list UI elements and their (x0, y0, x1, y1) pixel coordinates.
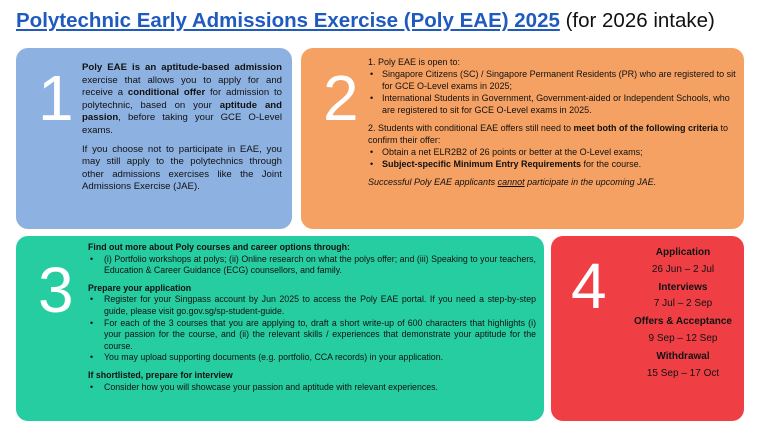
step-1-panel (16, 48, 292, 229)
schedule-label: Offers & Acceptance (634, 316, 732, 328)
eligibility-intro: 1. Poly EAE is open to: (368, 57, 461, 67)
schedule-date: 15 Sep – 17 Oct (646, 367, 720, 379)
schedule-label: Withdrawal (656, 350, 710, 362)
list-item: • Obtain a net ELR2B2 of 26 points or better at the O-Level exams; (368, 146, 736, 158)
list-item: • You may upload supporting documents (e.g. portfolio, CCA records) in your application. (88, 352, 536, 364)
schedule-label: Interviews (658, 281, 708, 293)
section-heading: Prepare your application (88, 282, 192, 293)
section-list (88, 382, 536, 394)
step-1-text (82, 62, 282, 200)
step-3-text (88, 242, 536, 393)
criteria-intro: 2. Students with conditional EAE offers still need to meet both of the following criteria to confirm their offer: (368, 123, 728, 145)
step-2-text (368, 56, 736, 188)
step-number: 3 (38, 254, 74, 326)
section-list (88, 294, 536, 364)
step-number: 2 (323, 62, 359, 134)
list-item: • Register for your Singpass account by Jun 2025 to access the Poly EAE portal. If you need a step-by-step guide, please visit go.gov.sg/sp-student-guide. (88, 294, 536, 317)
criteria-list (368, 146, 736, 170)
step-number: 1 (38, 62, 74, 134)
schedule (627, 247, 739, 385)
schedule-label: Application (655, 247, 711, 258)
page-title-main: Polytechnic Early Admissions Exercise (Poly EAE) 2025 (16, 9, 560, 32)
page-title-sub: (for 2026 intake) (565, 9, 715, 32)
schedule-date: 26 Jun – 2 Jul (651, 263, 715, 275)
list-item: • (i) Portfolio workshops at polys; (ii) Online research on what the polys offer; and (iii) Speaking to your teachers, Education & Career Guidance (ECG) counsellors, and family. (88, 254, 536, 277)
section-list (88, 254, 536, 277)
list-item: • Subject-specific Minimum Entry Requirements for the course. (368, 158, 736, 170)
list-item: • Singapore Citizens (SC) / Singapore Permanent Residents (PR) who are registered to sit for GCE O-Level exams in 2025; (368, 68, 736, 92)
step-4-panel (551, 236, 744, 421)
step-1-paragraph-2: If you choose not to participate in EAE, you may still apply to the polytechnics through other admissions exercises like the Joint Admissions Exercise (JAE). (82, 143, 282, 193)
step-1-paragraph-1: Poly EAE is an aptitude-based admission exercise that allows you to apply for and receive a conditional offer for admission to polytechnic, based on your aptitude and passion, before taking your GCE O-Level exams. (82, 62, 283, 136)
eligibility-list (368, 68, 736, 116)
list-item: • Consider how you will showcase your passion and aptitude with relevant experiences. (88, 382, 536, 394)
schedule-date: 7 Jul – 2 Sep (653, 298, 713, 310)
step-2-panel (301, 48, 744, 229)
section-heading: If shortlisted, prepare for interview (88, 369, 233, 380)
section-heading: Find out more about Poly courses and career options through: (88, 242, 350, 252)
schedule-date: 9 Sep – 12 Sep (648, 332, 718, 344)
step-number: 4 (571, 250, 607, 322)
page-title (16, 6, 761, 36)
jae-note: Successful Poly EAE applicants cannot participate in the upcoming JAE. (368, 177, 657, 187)
list-item: • International Students in Government, Government-aided or Independent Schools, who are registered to sit for GCE O-Level exams in 2025. (368, 92, 736, 116)
step-3-panel (16, 236, 544, 421)
list-item: • For each of the 3 courses that you are applying to, draft a short write-up of 600 characters that highlights (i) your passion for the course, and (ii) the relevant skills / experiences that demonstrate your aptitude for the course. (88, 318, 536, 353)
